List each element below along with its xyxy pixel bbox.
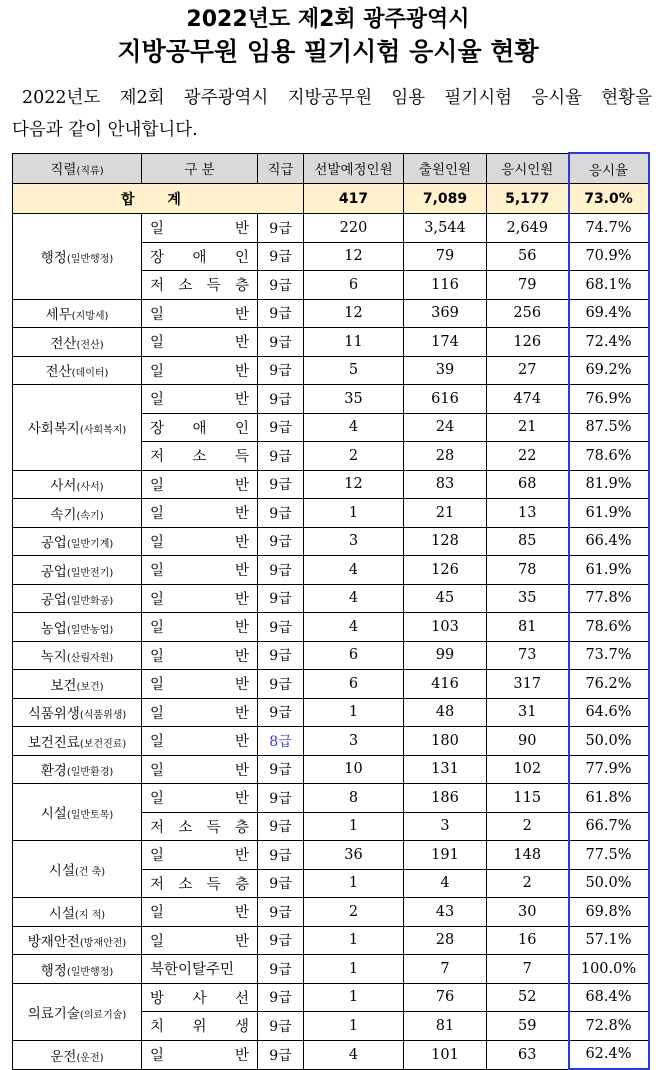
applied-cell: 103 [404, 613, 487, 642]
applied-cell: 24 [404, 413, 487, 442]
grade-cell: 9급 [258, 413, 304, 442]
planned-cell: 36 [304, 841, 404, 870]
job-cell: 공업(일반기계) [13, 527, 142, 556]
rate-cell: 81.9% [569, 470, 649, 499]
category-cell: 일 반 [142, 299, 258, 328]
job-cell: 행정(일반행정) [13, 955, 142, 984]
attended-cell: 474 [487, 385, 569, 414]
job-cell: 의료기술(의료기술) [13, 983, 142, 1040]
applied-cell: 99 [404, 641, 487, 670]
table-row [13, 784, 649, 813]
job-cell: 공업(일반전기) [13, 556, 142, 585]
category-cell: 일 반 [142, 556, 258, 585]
rate-cell: 66.4% [569, 527, 649, 556]
total-attended: 5,177 [487, 184, 569, 214]
table-row [13, 299, 649, 328]
rate-cell: 74.7% [569, 214, 649, 243]
rate-cell: 70.9% [569, 242, 649, 271]
grade-cell: 9급 [258, 271, 304, 300]
grade-cell: 9급 [258, 983, 304, 1012]
grade-cell: 9급 [258, 299, 304, 328]
title-line-2: 지방공무원 임용 필기시험 응시율 현황 [117, 37, 539, 66]
category-cell: 일 반 [142, 527, 258, 556]
grade-cell: 9급 [258, 812, 304, 841]
grade-cell: 9급 [258, 755, 304, 784]
rate-cell: 61.9% [569, 556, 649, 585]
table-row [13, 641, 649, 670]
total-label: 합 계 [13, 184, 304, 214]
planned-cell: 12 [304, 299, 404, 328]
table-row [13, 499, 649, 528]
category-cell: 일 반 [142, 584, 258, 613]
rate-cell: 77.8% [569, 584, 649, 613]
applied-cell: 116 [404, 271, 487, 300]
attended-cell: 27 [487, 356, 569, 385]
grade-cell: 9급 [258, 499, 304, 528]
category-cell: 일 반 [142, 784, 258, 813]
header-applied: 출원인원 [404, 153, 487, 184]
table-row [13, 983, 649, 1012]
planned-cell: 1 [304, 955, 404, 984]
applied-cell: 416 [404, 670, 487, 699]
rate-cell: 69.4% [569, 299, 649, 328]
category-cell: 치 위 생 [142, 1012, 258, 1041]
table-row [13, 356, 649, 385]
table-row [13, 698, 649, 727]
rate-cell: 77.9% [569, 755, 649, 784]
table-row [13, 613, 649, 642]
grade-cell: 9급 [258, 955, 304, 984]
job-cell: 방재안전(방재안전) [13, 926, 142, 955]
planned-cell: 1 [304, 499, 404, 528]
rate-cell: 66.7% [569, 812, 649, 841]
applied-cell: 126 [404, 556, 487, 585]
applied-cell: 45 [404, 584, 487, 613]
attended-cell: 52 [487, 983, 569, 1012]
rate-cell: 68.1% [569, 271, 649, 300]
category-cell: 일 반 [142, 385, 258, 414]
rate-cell: 77.5% [569, 841, 649, 870]
title-line-1: 2022년도 제2회 광주광역시 [186, 7, 470, 32]
planned-cell: 4 [304, 556, 404, 585]
attended-cell: 31 [487, 698, 569, 727]
attended-cell: 35 [487, 584, 569, 613]
category-cell: 일 반 [142, 499, 258, 528]
table-row [13, 898, 649, 927]
applied-cell: 174 [404, 328, 487, 357]
category-cell: 일 반 [142, 328, 258, 357]
grade-cell: 9급 [258, 670, 304, 699]
job-cell: 속기(속기) [13, 499, 142, 528]
grade-cell: 9급 [258, 641, 304, 670]
applied-cell: 28 [404, 926, 487, 955]
applied-cell: 128 [404, 527, 487, 556]
job-cell: 사서(사서) [13, 470, 142, 499]
attended-cell: 16 [487, 926, 569, 955]
attended-cell: 73 [487, 641, 569, 670]
applied-cell: 48 [404, 698, 487, 727]
header-category: 구 분 [142, 153, 258, 184]
applied-cell: 7 [404, 955, 487, 984]
rate-cell: 72.4% [569, 328, 649, 357]
total-rate: 73.0% [569, 184, 649, 214]
category-cell: 일 반 [142, 214, 258, 243]
category-cell: 북한이탈주민 [142, 955, 258, 984]
attended-cell: 102 [487, 755, 569, 784]
total-planned: 417 [304, 184, 404, 214]
category-cell: 방 사 선 [142, 983, 258, 1012]
job-cell: 전산(데이터) [13, 356, 142, 385]
grade-cell: 9급 [258, 613, 304, 642]
applied-cell: 3,544 [404, 214, 487, 243]
table-row [13, 926, 649, 955]
planned-cell: 4 [304, 1040, 404, 1069]
rate-cell: 87.5% [569, 413, 649, 442]
category-cell: 일 반 [142, 641, 258, 670]
rate-cell: 76.2% [569, 670, 649, 699]
attended-cell: 56 [487, 242, 569, 271]
attended-cell: 81 [487, 613, 569, 642]
grade-cell: 9급 [258, 556, 304, 585]
table-row [13, 755, 649, 784]
planned-cell: 4 [304, 613, 404, 642]
header-rate: 응시율 [569, 153, 649, 184]
grade-cell: 9급 [258, 214, 304, 243]
planned-cell: 6 [304, 670, 404, 699]
attended-cell: 317 [487, 670, 569, 699]
attended-cell: 30 [487, 898, 569, 927]
intro-line-2: 다음과 같이 안내합니다. [12, 120, 198, 140]
category-cell: 저 소 득 층 [142, 812, 258, 841]
rate-cell: 72.8% [569, 1012, 649, 1041]
header-planned: 선발예정인원 [304, 153, 404, 184]
grade-cell: 9급 [258, 242, 304, 271]
rate-cell: 62.4% [569, 1040, 649, 1069]
planned-cell: 3 [304, 527, 404, 556]
rate-cell: 61.8% [569, 784, 649, 813]
total-row [13, 184, 649, 214]
applied-cell: 369 [404, 299, 487, 328]
planned-cell: 2 [304, 442, 404, 471]
category-cell: 일 반 [142, 698, 258, 727]
applied-cell: 39 [404, 356, 487, 385]
attended-cell: 78 [487, 556, 569, 585]
attended-cell: 21 [487, 413, 569, 442]
grade-cell: 9급 [258, 869, 304, 898]
planned-cell: 1 [304, 698, 404, 727]
table-row [13, 556, 649, 585]
job-cell: 시설(지 적) [13, 898, 142, 927]
total-applied: 7,089 [404, 184, 487, 214]
table-row [13, 328, 649, 357]
attended-cell: 22 [487, 442, 569, 471]
category-cell: 일 반 [142, 755, 258, 784]
table-row [13, 527, 649, 556]
category-cell: 일 반 [142, 727, 258, 756]
grade-cell: 9급 [258, 527, 304, 556]
grade-cell: 9급 [258, 898, 304, 927]
applied-cell: 79 [404, 242, 487, 271]
planned-cell: 2 [304, 898, 404, 927]
planned-cell: 4 [304, 413, 404, 442]
attended-cell: 13 [487, 499, 569, 528]
attended-cell: 59 [487, 1012, 569, 1041]
category-cell: 저 소 득 층 [142, 869, 258, 898]
attended-cell: 126 [487, 328, 569, 357]
applied-cell: 83 [404, 470, 487, 499]
table-row [13, 1040, 649, 1069]
job-cell: 녹지(산림자원) [13, 641, 142, 670]
attended-cell: 148 [487, 841, 569, 870]
intro-line-1: 2022년도 제2회 광주광역시 지방공무원 임용 필기시험 응시율 현황을 [22, 88, 652, 108]
grade-cell: 9급 [258, 926, 304, 955]
planned-cell: 5 [304, 356, 404, 385]
applied-cell: 76 [404, 983, 487, 1012]
planned-cell: 11 [304, 328, 404, 357]
table-row [13, 214, 649, 243]
grade-cell: 9급 [258, 385, 304, 414]
planned-cell: 6 [304, 271, 404, 300]
applied-cell: 616 [404, 385, 487, 414]
rate-cell: 61.9% [569, 499, 649, 528]
attended-cell: 256 [487, 299, 569, 328]
attended-cell: 90 [487, 727, 569, 756]
job-cell: 행정(일반행정) [13, 214, 142, 300]
grade-cell: 9급 [258, 784, 304, 813]
grade-cell: 9급 [258, 328, 304, 357]
category-cell: 일 반 [142, 1040, 258, 1069]
rate-cell: 57.1% [569, 926, 649, 955]
attended-cell: 79 [487, 271, 569, 300]
applied-cell: 180 [404, 727, 487, 756]
table-header-row [13, 153, 649, 184]
job-cell: 공업(일반화공) [13, 584, 142, 613]
category-cell: 일 반 [142, 613, 258, 642]
job-cell: 시설(일반토목) [13, 784, 142, 841]
job-cell: 보건(보건) [13, 670, 142, 699]
category-cell: 일 반 [142, 356, 258, 385]
rate-cell: 64.6% [569, 698, 649, 727]
applied-cell: 131 [404, 755, 487, 784]
exam-attendance-table [12, 152, 650, 1070]
attended-cell: 115 [487, 784, 569, 813]
attended-cell: 2,649 [487, 214, 569, 243]
planned-cell: 6 [304, 641, 404, 670]
planned-cell: 8 [304, 784, 404, 813]
applied-cell: 43 [404, 898, 487, 927]
applied-cell: 186 [404, 784, 487, 813]
job-cell: 사회복지(사회복지) [13, 385, 142, 471]
category-cell: 장 애 인 [142, 242, 258, 271]
category-cell: 저 소 득 [142, 442, 258, 471]
category-cell: 일 반 [142, 926, 258, 955]
attended-cell: 68 [487, 470, 569, 499]
applied-cell: 81 [404, 1012, 487, 1041]
category-cell: 저 소 득 층 [142, 271, 258, 300]
job-cell: 운전(운전) [13, 1040, 142, 1069]
job-cell: 세무(지방세) [13, 299, 142, 328]
rate-cell: 73.7% [569, 641, 649, 670]
attended-cell: 7 [487, 955, 569, 984]
table-row [13, 385, 649, 414]
rate-cell: 50.0% [569, 869, 649, 898]
applied-cell: 4 [404, 869, 487, 898]
planned-cell: 4 [304, 584, 404, 613]
category-cell: 일 반 [142, 670, 258, 699]
rate-cell: 69.2% [569, 356, 649, 385]
header-grade: 직급 [258, 153, 304, 184]
grade-cell: 8급 [258, 727, 304, 756]
rate-cell: 50.0% [569, 727, 649, 756]
rate-cell: 78.6% [569, 442, 649, 471]
table-row [13, 584, 649, 613]
job-cell: 농업(일반농업) [13, 613, 142, 642]
job-cell: 시설(건 축) [13, 841, 142, 898]
grade-cell: 9급 [258, 841, 304, 870]
table-row [13, 955, 649, 984]
grade-cell: 9급 [258, 1012, 304, 1041]
job-cell: 보건진료(보건진료) [13, 727, 142, 756]
grade-cell: 9급 [258, 356, 304, 385]
planned-cell: 12 [304, 470, 404, 499]
attended-cell: 85 [487, 527, 569, 556]
rate-cell: 69.8% [569, 898, 649, 927]
grade-cell: 9급 [258, 1040, 304, 1069]
grade-cell: 9급 [258, 584, 304, 613]
table-row [13, 670, 649, 699]
grade-cell: 9급 [258, 442, 304, 471]
attended-cell: 2 [487, 869, 569, 898]
planned-cell: 1 [304, 1012, 404, 1041]
header-attended: 응시인원 [487, 153, 569, 184]
job-cell: 전산(전산) [13, 328, 142, 357]
table-row [13, 470, 649, 499]
applied-cell: 191 [404, 841, 487, 870]
grade-cell: 9급 [258, 698, 304, 727]
applied-cell: 28 [404, 442, 487, 471]
job-cell: 환경(일반환경) [13, 755, 142, 784]
planned-cell: 3 [304, 727, 404, 756]
table-row [13, 727, 649, 756]
applied-cell: 3 [404, 812, 487, 841]
rate-cell: 100.0% [569, 955, 649, 984]
rate-cell: 76.9% [569, 385, 649, 414]
attended-cell: 63 [487, 1040, 569, 1069]
applied-cell: 101 [404, 1040, 487, 1069]
attended-cell: 2 [487, 812, 569, 841]
category-cell: 장 애 인 [142, 413, 258, 442]
planned-cell: 12 [304, 242, 404, 271]
planned-cell: 1 [304, 983, 404, 1012]
planned-cell: 1 [304, 926, 404, 955]
planned-cell: 35 [304, 385, 404, 414]
job-cell: 식품위생(식품위생) [13, 698, 142, 727]
category-cell: 일 반 [142, 470, 258, 499]
grade-cell: 9급 [258, 470, 304, 499]
applied-cell: 21 [404, 499, 487, 528]
category-cell: 일 반 [142, 898, 258, 927]
rate-cell: 78.6% [569, 613, 649, 642]
header-job: 직렬(직류) [13, 153, 142, 184]
planned-cell: 1 [304, 812, 404, 841]
planned-cell: 220 [304, 214, 404, 243]
planned-cell: 10 [304, 755, 404, 784]
planned-cell: 1 [304, 869, 404, 898]
table-row [13, 841, 649, 870]
category-cell: 일 반 [142, 841, 258, 870]
rate-cell: 68.4% [569, 983, 649, 1012]
